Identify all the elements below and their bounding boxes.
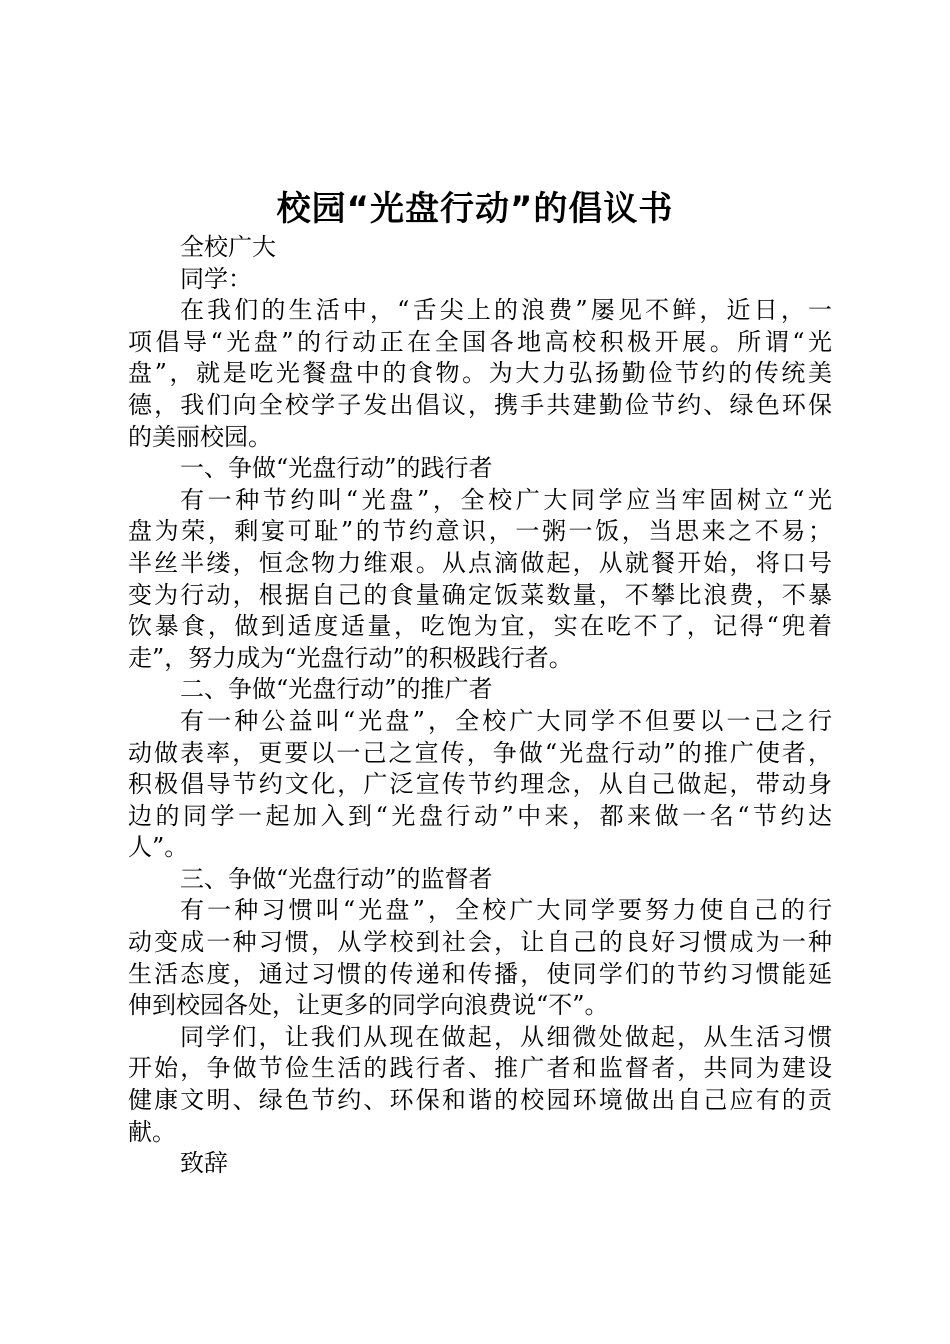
- document-title: 校园“光盘行动”的倡议书: [276, 189, 674, 229]
- text-line: 同学：: [180, 264, 252, 293]
- text-line: 走”，努力成为“光盘行动”的积极践行者。: [128, 643, 573, 672]
- text-line: 动做表率，更要以一己之宣传，争做“光盘行动”的推广使者，: [128, 738, 832, 767]
- text-line: 同学们，让我们从现在做起，从细微处做起，从生活习惯: [180, 1022, 832, 1051]
- text-line: 有一种公益叫“光盘”，全校广大同学不但要以一己之行: [180, 706, 832, 735]
- text-line: 致辞: [180, 1149, 228, 1178]
- text-line: 盘为荣，剩宴可耻”的节约意识，一粥一饭，当思来之不易；: [128, 517, 832, 546]
- text-line: 饮暴食，做到适度适量，吃饱为宜，实在吃不了，记得“兜着: [128, 612, 832, 641]
- text-line: 有一种节约叫“光盘”，全校广大同学应当牢固树立“光: [180, 485, 832, 514]
- text-line: 的美丽校园。: [128, 422, 272, 451]
- text-line: 在我们的生活中，“舌尖上的浪费”屡见不鲜，近日，一: [180, 296, 832, 325]
- text-line: 健康文明、绿色节约、环保和谐的校园环境做出自己应有的贡: [128, 1086, 832, 1115]
- text-line: 人”。: [128, 833, 189, 862]
- text-line: 开始，争做节俭生活的践行者、推广者和监督者，共同为建设: [128, 1054, 832, 1083]
- text-line: 一、争做“光盘行动”的践行者: [180, 454, 493, 483]
- text-line: 边的同学一起加入到“光盘行动”中来，都来做一名“节约达: [128, 801, 832, 830]
- text-line: 项倡导“光盘”的行动正在全国各地高校积极开展。所谓“光: [128, 327, 832, 356]
- text-line: 二、争做“光盘行动”的推广者: [180, 675, 493, 704]
- text-line: 有一种习惯叫“光盘”，全校广大同学要努力使自己的行: [180, 896, 832, 925]
- text-line: 动变成一种习惯，从学校到社会，让自己的良好习惯成为一种: [128, 928, 832, 957]
- text-line: 德，我们向全校学子发出倡议，携手共建勤俭节约、绿色环保: [128, 390, 832, 419]
- document-body: [128, 232, 832, 1180]
- text-line: 半丝半缕，恒念物力维艰。从点滴做起，从就餐开始，将口号: [128, 548, 832, 577]
- text-line: 积极倡导节约文化，广泛宣传节约理念，从自己做起，带动身: [128, 770, 832, 799]
- text-line: 三、争做“光盘行动”的监督者: [180, 864, 493, 893]
- text-line: 生活态度，通过习惯的传递和传播，使同学们的节约习惯能延: [128, 959, 832, 988]
- text-line: 全校广大: [180, 233, 276, 261]
- text-line: 伸到校园各处，让更多的同学向浪费说“不”。: [128, 991, 609, 1020]
- text-line: 献。: [128, 1117, 176, 1146]
- text-line: 盘”，就是吃光餐盘中的食物。为大力弘扬勤俭节约的传统美: [128, 359, 832, 388]
- text-line: 变为行动，根据自己的食量确定饭菜数量，不攀比浪费，不暴: [128, 580, 832, 609]
